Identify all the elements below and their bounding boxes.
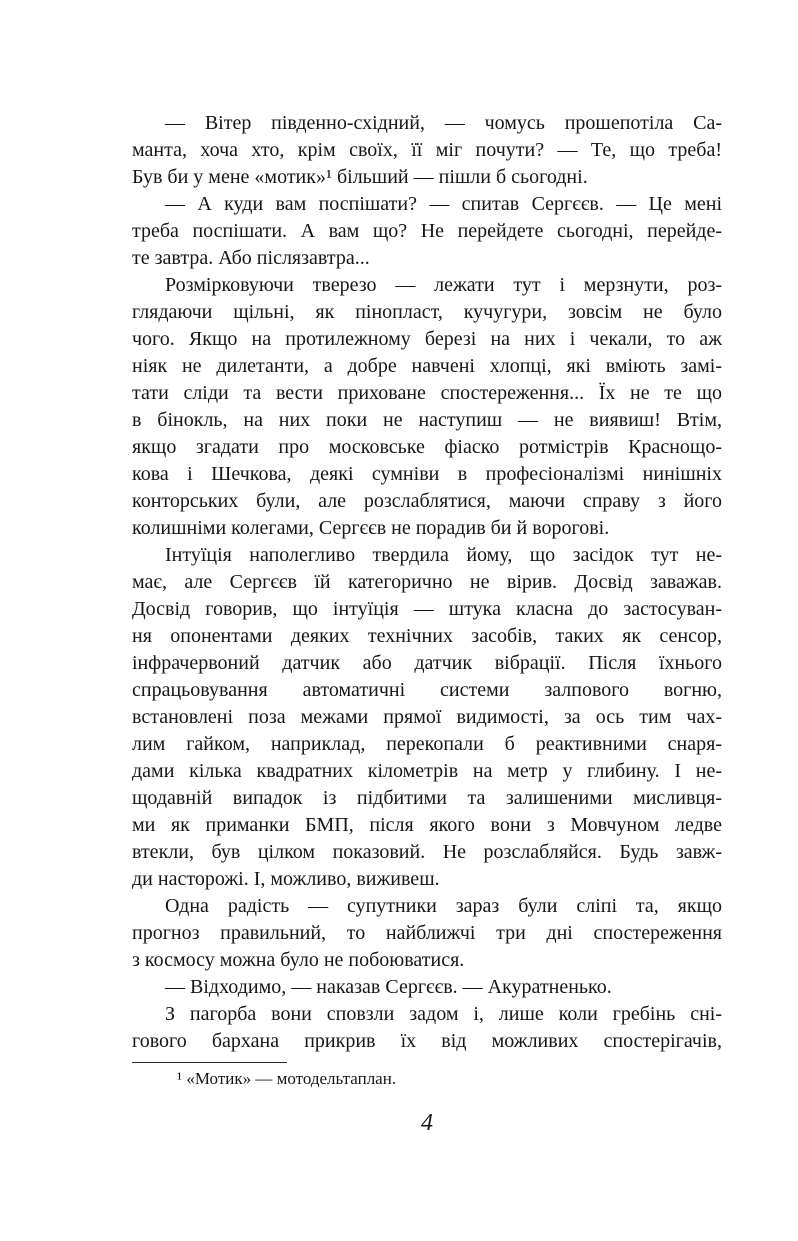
text-line: спрацьовування автоматичні системи залпового вогню,: [132, 679, 722, 701]
text-line: встановлені поза межами прямої видимості, за ось тим чах-: [132, 706, 722, 728]
text-line: гового бархана прикрив їх від можливих спостерігачів,: [132, 1030, 722, 1052]
text-line: має, але Сергєєв їй категорично не вірив. Досвід заважав.: [132, 571, 722, 593]
text-line: — Відходимо, — наказав Сергєєв. — Акуратненько.: [165, 976, 612, 998]
text-line: конторських були, але розслаблятися, маючи справу з його: [132, 490, 722, 512]
text-line: з космосу можна було не побоюватися.: [132, 949, 465, 971]
footnote: ¹ «Мотик» — мотодельтаплан.: [177, 1069, 397, 1088]
text-line: глядаючи щільні, як пінопласт, кучугури, зовсім не було: [132, 301, 722, 323]
text-line: ди насторожі. І, можливо, виживеш.: [132, 868, 440, 890]
text-line: лим гайком, наприклад, перекопали б реактивними снаря-: [132, 733, 722, 755]
page-number: 4: [421, 1110, 433, 1136]
text-line: інфрачервоний датчик або датчик вібрації. Після їхнього: [132, 652, 722, 674]
text-line: тати сліди та вести приховане спостереження... Їх не те що: [132, 382, 722, 404]
text-line: якщо згадати про московське фіаско ротмістрів Краснощо-: [132, 436, 722, 458]
text-line: Одна радість — супутники зараз були сліпі та, якщо: [165, 895, 722, 917]
text-line: кова і Шечкова, деякі сумніви в професіоналізмі нинішніх: [132, 463, 722, 485]
text-line: манта, хоча хто, крім своїх, її міг почути? — Те, що треба!: [132, 139, 722, 161]
text-line: дами кілька квадратних кілометрів на метр у глибину. І не-: [132, 760, 722, 782]
text-line: — Вітер південно-східний, — чомусь прошепотіла Са-: [165, 112, 722, 134]
text-line: ніяк не дилетанти, а добре навчені хлопці, які вміють замі-: [132, 355, 722, 377]
text-line: Розмірковуючи тверезо — лежати тут і мерзнути, роз-: [165, 274, 722, 296]
text-line: — А куди вам поспішати? — спитав Сергєєв. — Це мені: [165, 193, 722, 215]
footnote-rule: [132, 1062, 287, 1063]
text-line: щодавній випадок із підбитими та залишеними мисливця-: [132, 787, 722, 809]
text-line: чого. Якщо на протилежному березі на них і чекали, то аж: [132, 328, 722, 350]
text-line: З пагорба вони сповзли задом і, лише коли гребінь сні-: [165, 1003, 722, 1025]
text-line: те завтра. Або післязавтра...: [132, 247, 370, 269]
text-line: колишніми колегами, Сергєєв не порадив би й ворогові.: [132, 517, 610, 539]
text-line: ня опонентами деяких технічних засобів, таких як сенсор,: [132, 625, 722, 647]
text-line: прогноз правильний, то найближчі три дні спостереження: [132, 922, 722, 944]
text-line: Був би у мене «мотик»¹ більший — пішли б сьогодні.: [132, 166, 588, 188]
text-line: втекли, був цілком показовий. Не розслабляйся. Будь завж-: [132, 841, 722, 863]
text-line: ми як приманки БМП, після якого вони з Мовчуном ледве: [132, 814, 722, 836]
text-line: Інтуїція наполегливо твердила йому, що засідок тут не-: [165, 544, 722, 566]
text-line: в бінокль, на них поки не наступиш — не виявиш! Втім,: [132, 409, 722, 431]
text-block: [132, 110, 722, 1137]
text-line: Досвід говорив, що інтуїція — штука класна до застосуван-: [132, 598, 722, 620]
text-line: треба поспішати. А вам що? Не перейдете сьогодні, перейде-: [132, 220, 722, 242]
